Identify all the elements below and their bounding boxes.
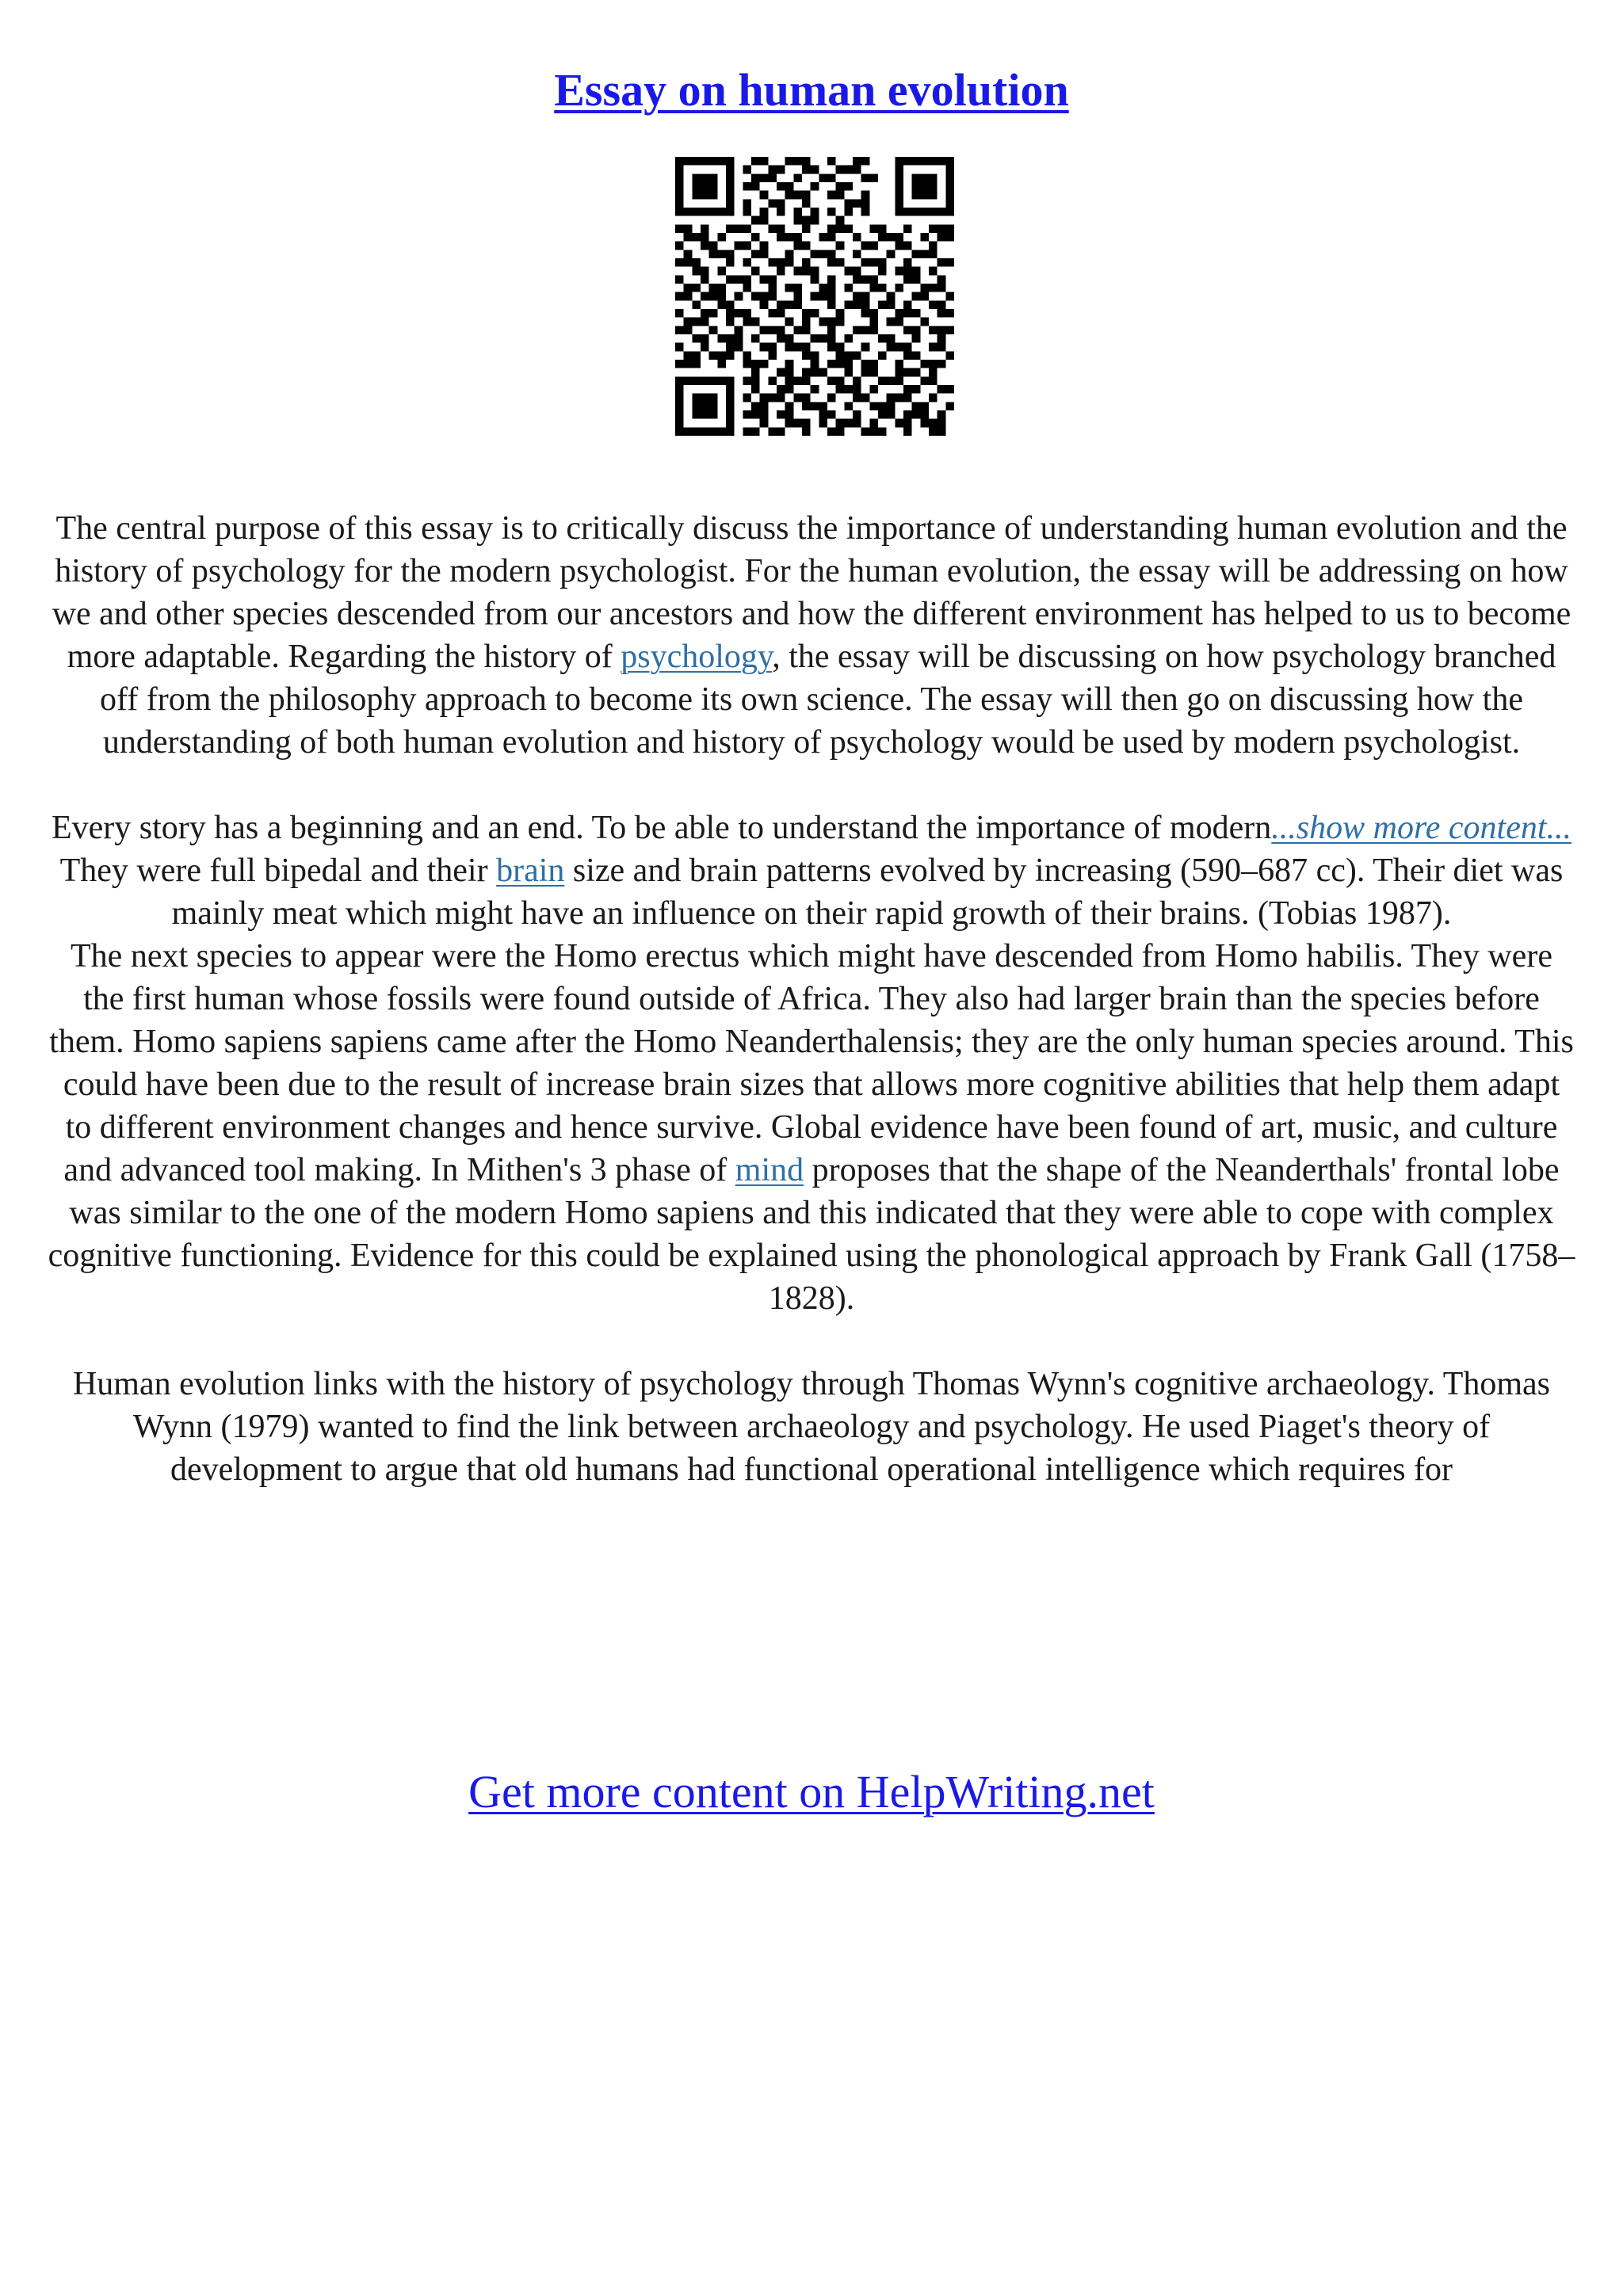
document-title: [0, 59, 1623, 122]
footer-cta: [0, 1760, 1623, 1824]
paragraph-4: The next species to appear were the Homo erectus which might have descended from Homo habilis. They were the first human whose fossils were found outside of Africa. They also had larger brain than the species before them. Homo sapiens sapiens came after the Homo Neanderthalensis; they are the only human species around. This could have been due to the result of increase brain sizes that allows more cognitive abilities that help them adapt to different environment changes and hence survive. Global evidence have been found of art, music, and culture and advanced tool making. In Mithen's 3 phase of mind proposes that the shape of the Neanderthals' frontal lobe was similar to the one of the modern Homo sapiens and this indicated that they were able to cope with complex cognitive functioning. Evidence for this could be explained using the phonological approach by Frank Gall (1758–1828).: [48, 938, 1575, 1317]
essay-content: [48, 507, 1575, 1491]
paragraph-5: Human evolution links with the history of psychology through Thomas Wynn's cognitive archaeology. Thomas Wynn (1979) wanted to find the link between archaeology and psychology. He used Piaget's theory of development to argue that old humans had functional operational intelligence which requires for: [72, 1366, 1551, 1488]
mind-link[interactable]: mind: [735, 1152, 804, 1188]
paragraph-2: Every story has a beginning and an end. To be able to understand the importance of modern...show more content...: [51, 810, 1572, 846]
paragraph-1: The central purpose of this essay is to critically discuss the importance of understanding human evolution and the history of psychology for the modern psychologist. For the human evolution, the essay will be addressing on how we and other species descended from our ancestors and how the different environment has helped to us to become more adaptable. Regarding the history of psychology, the essay will be discussing on how psychology branched off from the philosophy approach to become its own science. The essay will then go on discussing how the understanding of both human evolution and history of psychology would be used by modern psychologist.: [52, 510, 1571, 761]
show-more-content-link[interactable]: ...show more content...: [1271, 810, 1572, 846]
qr-code-icon: [675, 157, 954, 436]
title-link[interactable]: Essay on human evolution: [554, 64, 1069, 116]
brain-link[interactable]: brain: [496, 852, 565, 889]
get-more-content-link[interactable]: Get more content on HelpWriting.net: [468, 1766, 1155, 1817]
psychology-link[interactable]: psychology: [621, 639, 773, 675]
paragraph-3: They were full bipedal and their brain size and brain patterns evolved by increasing (590–687 cc). Their diet was mainly meat which might have an influence on their rapid growth of their brains. (Tobias 1987).: [59, 852, 1564, 932]
